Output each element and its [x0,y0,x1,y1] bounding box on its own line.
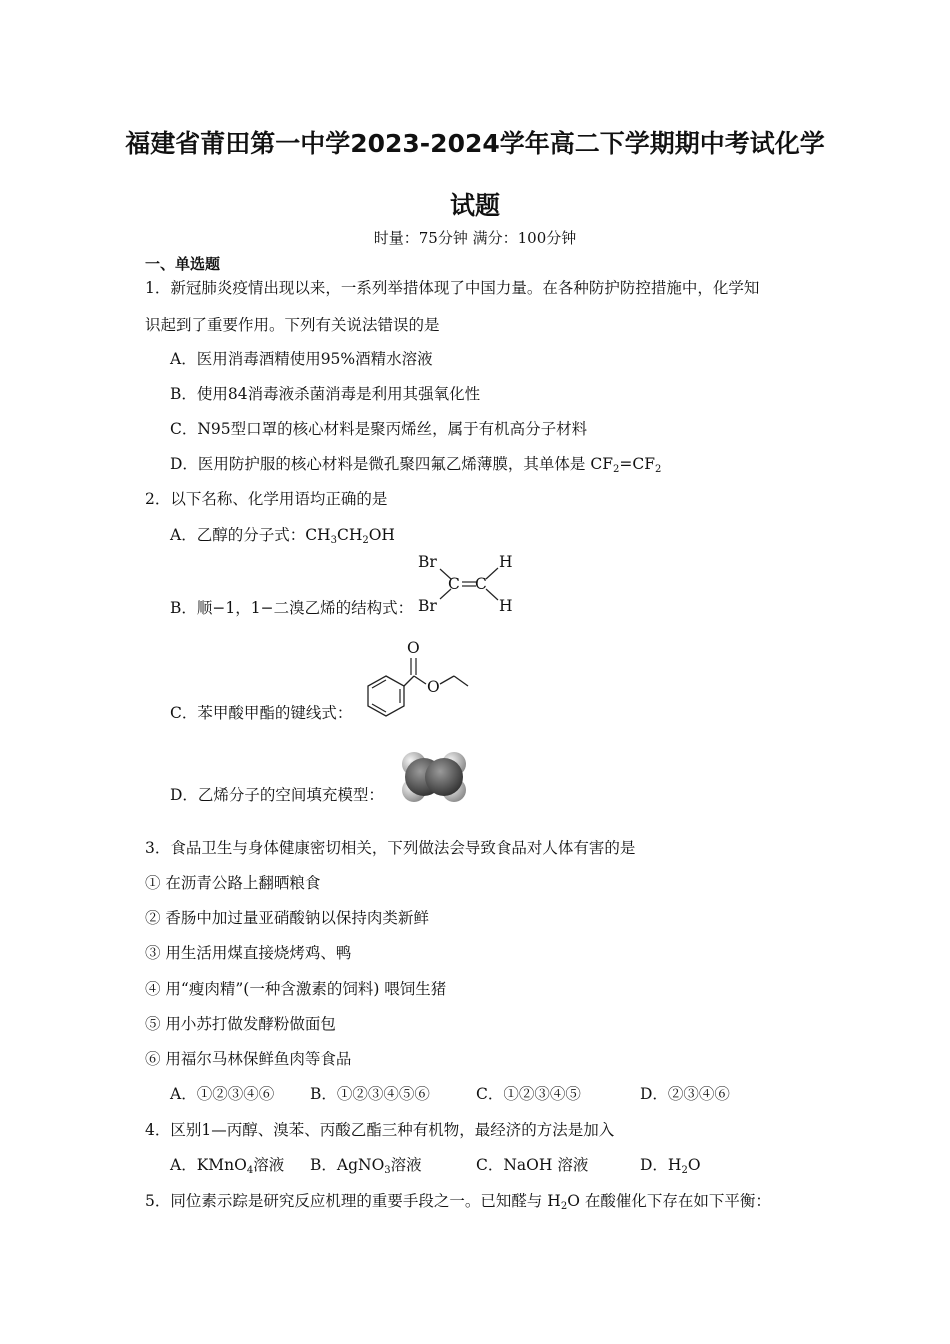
document-title-line2: 试题 [449,191,500,220]
q3-item: ④ 用“瘦肉精”(一种含激素的饲料) 喂饲生猪 [145,980,447,998]
q3-option-a: A．①②③④⑥ [170,1085,275,1103]
q3-option-c: C．①②③④⑤ [476,1085,581,1103]
ethylene-space-filling-model [398,750,470,804]
q3-item: ⑥ 用福尔马林保鲜鱼肉等食品 [145,1050,352,1068]
bromine-label: Br [418,597,437,615]
oxygen-label: O [427,678,440,696]
carbon-label: C [475,575,487,593]
q1-option-a: A．医用消毒酒精使用95%酒精水溶液 [170,350,433,368]
q1-stem-line2: 识起到了重要作用。下列有关说法错误的是 [145,316,440,334]
exam-meta: 时量：75分钟 满分：100分钟 [373,229,577,247]
q4-option-c: C．NaOH 溶液 [476,1156,589,1174]
q4-option-d: D．$H_2O$ [640,1156,701,1176]
hydrogen-label: H [499,553,513,571]
q2-option-a: A．乙醇的分子式：$CH_3CH_2OH$ [170,526,395,546]
q3-item: ② 香肠中加过量亚硝酸钠以保持肉类新鲜 [145,909,429,927]
q4-option-a: A．KMnO$_4$溶液 [170,1156,285,1176]
q1-stem-line1: 1．新冠肺炎疫情出现以来，一系列举措体现了中国力量。在各种防护防控措施中，化学知 [145,279,760,297]
q4-option-b: B．AgNO$_3$溶液 [310,1156,422,1176]
q1-option-b: B．使用84消毒液杀菌消毒是利用其强氧化性 [170,385,481,403]
q5-stem: 5．同位素示踪是研究反应机理的重要手段之一。已知醛与 $H_2O$ 在酸催化下存在如下平衡： [145,1192,771,1212]
q2-option-b: B．顺−1，1−二溴乙烯的结构式： [170,599,414,617]
q3-stem: 3．食品卫生与身体健康密切相关，下列做法会导致食品对人体有害的是 [145,839,636,857]
carbon-label: C [448,575,460,593]
q3-option-b: B．①②③④⑤⑥ [310,1085,430,1103]
section-heading: 一、单选题 [145,255,221,273]
ester-skeletal-formula [356,638,476,720]
q2-option-c: C．苯甲酸甲酯的键线式： [170,704,353,722]
q3-item: ① 在沥青公路上翻晒粮食 [145,874,321,892]
hydrogen-label: H [499,597,513,615]
q4-stem: 4．区别1—丙醇、溴苯、丙酸乙酯三种有机物，最经济的方法是加入 [145,1121,615,1139]
document-title-line1: 福建省莆田第一中学2023-2024学年高二下学期期中考试化学 [125,129,825,158]
bromine-label: Br [418,553,437,571]
dibromoethene-structure [418,552,518,618]
q3-item: ⑤ 用小苏打做发酵粉做面包 [145,1015,336,1033]
oxygen-label: O [407,639,420,657]
q2-option-d: D．乙烯分子的空间填充模型： [170,786,384,804]
q1-option-c: C．N95型口罩的核心材料是聚丙烯丝，属于有机高分子材料 [170,420,588,438]
q3-option-d: D．②③④⑥ [640,1085,730,1103]
q3-item: ③ 用生活用煤直接烧烤鸡、鸭 [145,944,352,962]
q1-option-d: D．医用防护服的核心材料是微孔聚四氟乙烯薄膜，其单体是 $CF_2=CF_2$ [170,455,662,475]
q2-stem: 2．以下名称、化学用语均正确的是 [145,490,388,508]
